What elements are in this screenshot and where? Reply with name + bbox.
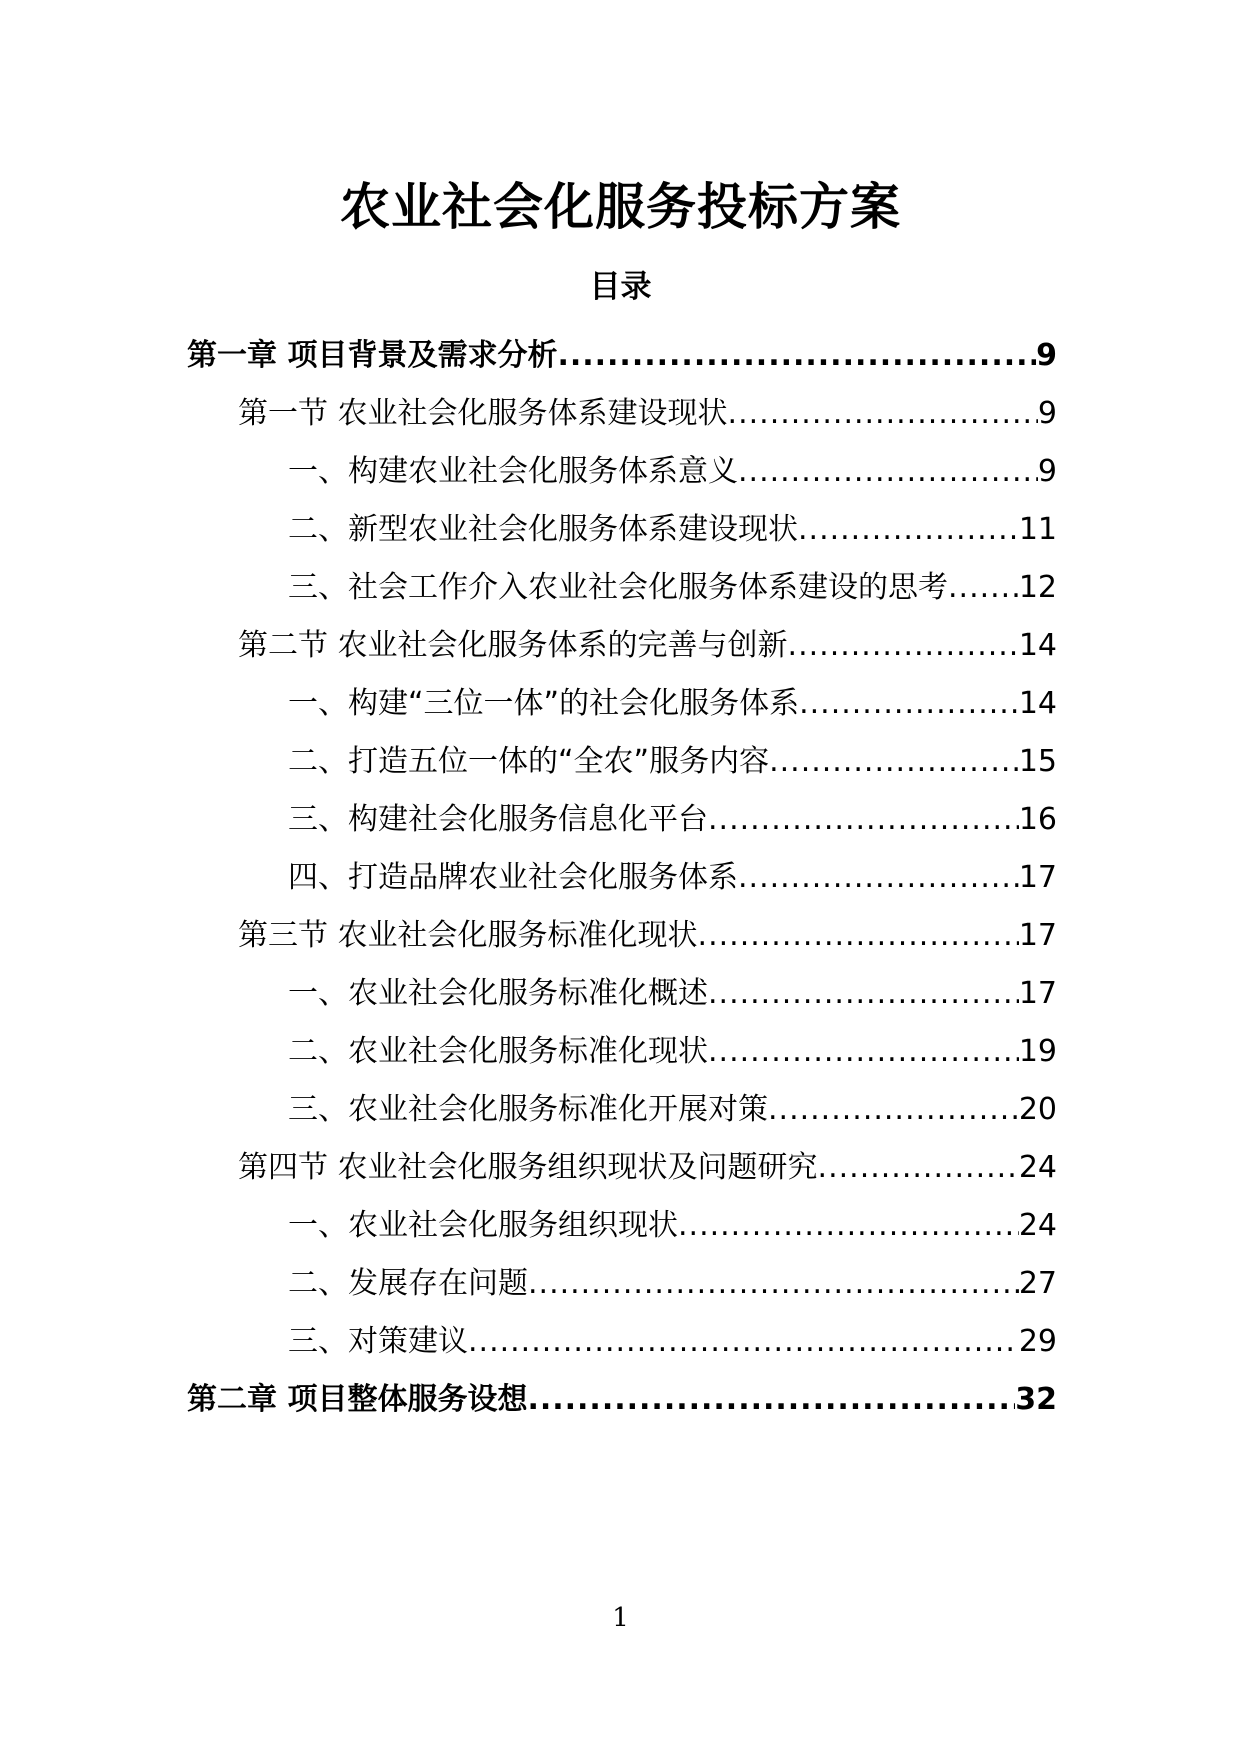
toc-leader bbox=[528, 1260, 1019, 1308]
toc-entry-section[interactable] bbox=[238, 1144, 1057, 1192]
toc-entry-text: 四、打造品牌农业社会化服务体系 bbox=[288, 860, 738, 895]
toc-entry-text: 三、社会工作介入农业社会化服务体系建设的思考 bbox=[288, 570, 948, 605]
toc-entry-text: 三、对策建议 bbox=[288, 1324, 468, 1359]
toc-entry-subsection[interactable] bbox=[288, 738, 1057, 786]
toc-entry-page: 24 bbox=[1018, 1208, 1057, 1243]
toc-entry-subsection[interactable] bbox=[288, 1260, 1057, 1308]
toc-entry-page: 24 bbox=[1018, 1150, 1057, 1185]
toc-entry-subsection[interactable] bbox=[288, 1086, 1057, 1134]
toc-entry-page: 9 bbox=[1037, 454, 1057, 489]
toc-entry-subsection[interactable] bbox=[288, 1028, 1057, 1076]
toc-leader bbox=[818, 1144, 1019, 1192]
toc-leader bbox=[768, 1086, 1019, 1134]
toc-entry-text: 一、农业社会化服务标准化概述 bbox=[288, 976, 708, 1011]
toc-entry-subsection[interactable] bbox=[288, 970, 1057, 1018]
toc-leader bbox=[788, 622, 1019, 670]
toc-leader bbox=[769, 738, 1019, 786]
document-title: 农业社会化服务投标方案 bbox=[340, 178, 901, 236]
toc-entry-page: 29 bbox=[1018, 1324, 1057, 1359]
toc-entry-page: 17 bbox=[1018, 860, 1057, 895]
toc-entry-page: 14 bbox=[1018, 628, 1057, 663]
toc-entry-subsection[interactable] bbox=[288, 1318, 1057, 1366]
toc-heading: 目录 bbox=[589, 269, 652, 305]
toc-entry-section[interactable] bbox=[238, 912, 1057, 960]
toc-entry-text: 第一章 项目背景及需求分析 bbox=[187, 338, 558, 373]
toc-entry-text: 二、打造五位一体的“全农”服务内容 bbox=[288, 744, 770, 779]
toc-entry-text: 第三节 农业社会化服务标准化现状 bbox=[238, 918, 698, 953]
toc-leader bbox=[678, 1202, 1019, 1250]
toc-entry-subsection[interactable] bbox=[288, 448, 1057, 496]
toc-entry-page: 16 bbox=[1018, 802, 1057, 837]
toc-entry-text: 第一节 农业社会化服务体系建设现状 bbox=[238, 396, 728, 431]
toc-entry-text: 二、新型农业社会化服务体系建设现状 bbox=[288, 512, 798, 547]
toc-entry-page: 32 bbox=[1015, 1382, 1057, 1417]
page-number: 1 bbox=[612, 1603, 629, 1633]
toc-entry-page: 15 bbox=[1018, 744, 1057, 779]
toc-entry-text: 第二节 农业社会化服务体系的完善与创新 bbox=[238, 628, 788, 663]
toc-entry-section[interactable] bbox=[238, 622, 1057, 670]
toc-entry-text: 三、农业社会化服务标准化开展对策 bbox=[288, 1092, 768, 1127]
toc-leader bbox=[798, 506, 1019, 554]
toc-leader bbox=[728, 390, 1038, 438]
toc-entry-chapter[interactable] bbox=[187, 332, 1057, 380]
toc-entry-page: 11 bbox=[1018, 512, 1057, 547]
toc-entry-page: 14 bbox=[1018, 686, 1057, 721]
toc-leader bbox=[708, 796, 1019, 844]
toc-entry-subsection[interactable] bbox=[288, 680, 1057, 728]
toc-entry-page: 9 bbox=[1036, 338, 1057, 373]
toc-entry-subsection[interactable] bbox=[288, 854, 1057, 902]
toc-leader bbox=[708, 1028, 1019, 1076]
toc-entry-subsection[interactable] bbox=[288, 1202, 1057, 1250]
toc-entry-subsection[interactable] bbox=[288, 796, 1057, 844]
toc-leader bbox=[738, 854, 1019, 902]
toc-entry-text: 一、构建农业社会化服务体系意义 bbox=[288, 454, 738, 489]
toc-entry-page: 17 bbox=[1018, 918, 1057, 953]
toc-leader bbox=[708, 970, 1019, 1018]
toc-entry-subsection[interactable] bbox=[288, 564, 1057, 612]
toc-entry-page: 12 bbox=[1018, 570, 1057, 605]
toc-leader bbox=[557, 332, 1036, 380]
toc-entry-page: 27 bbox=[1018, 1266, 1057, 1301]
toc-leader bbox=[799, 680, 1019, 728]
toc-entry-text: 第二章 项目整体服务设想 bbox=[187, 1382, 528, 1417]
toc-entry-text: 一、农业社会化服务组织现状 bbox=[288, 1208, 678, 1243]
toc-leader bbox=[738, 448, 1038, 496]
toc-leader bbox=[527, 1376, 1015, 1424]
toc-entry-page: 9 bbox=[1037, 396, 1057, 431]
toc-entry-page: 20 bbox=[1018, 1092, 1057, 1127]
toc-entry-chapter[interactable] bbox=[187, 1376, 1057, 1424]
toc-entry-page: 19 bbox=[1018, 1034, 1057, 1069]
toc-leader bbox=[698, 912, 1019, 960]
toc-entry-text: 第四节 农业社会化服务组织现状及问题研究 bbox=[238, 1150, 818, 1185]
toc-entry-text: 二、发展存在问题 bbox=[288, 1266, 528, 1301]
toc-leader bbox=[468, 1318, 1019, 1366]
toc-entry-text: 一、构建“三位一体”的社会化服务体系 bbox=[288, 686, 800, 721]
toc-leader bbox=[948, 564, 1019, 612]
toc-entry-section[interactable] bbox=[238, 390, 1057, 438]
toc-entry-page: 17 bbox=[1018, 976, 1057, 1011]
toc-entry-text: 二、农业社会化服务标准化现状 bbox=[288, 1034, 708, 1069]
toc-entry-text: 三、构建社会化服务信息化平台 bbox=[288, 802, 708, 837]
toc-entry-subsection[interactable] bbox=[288, 506, 1057, 554]
